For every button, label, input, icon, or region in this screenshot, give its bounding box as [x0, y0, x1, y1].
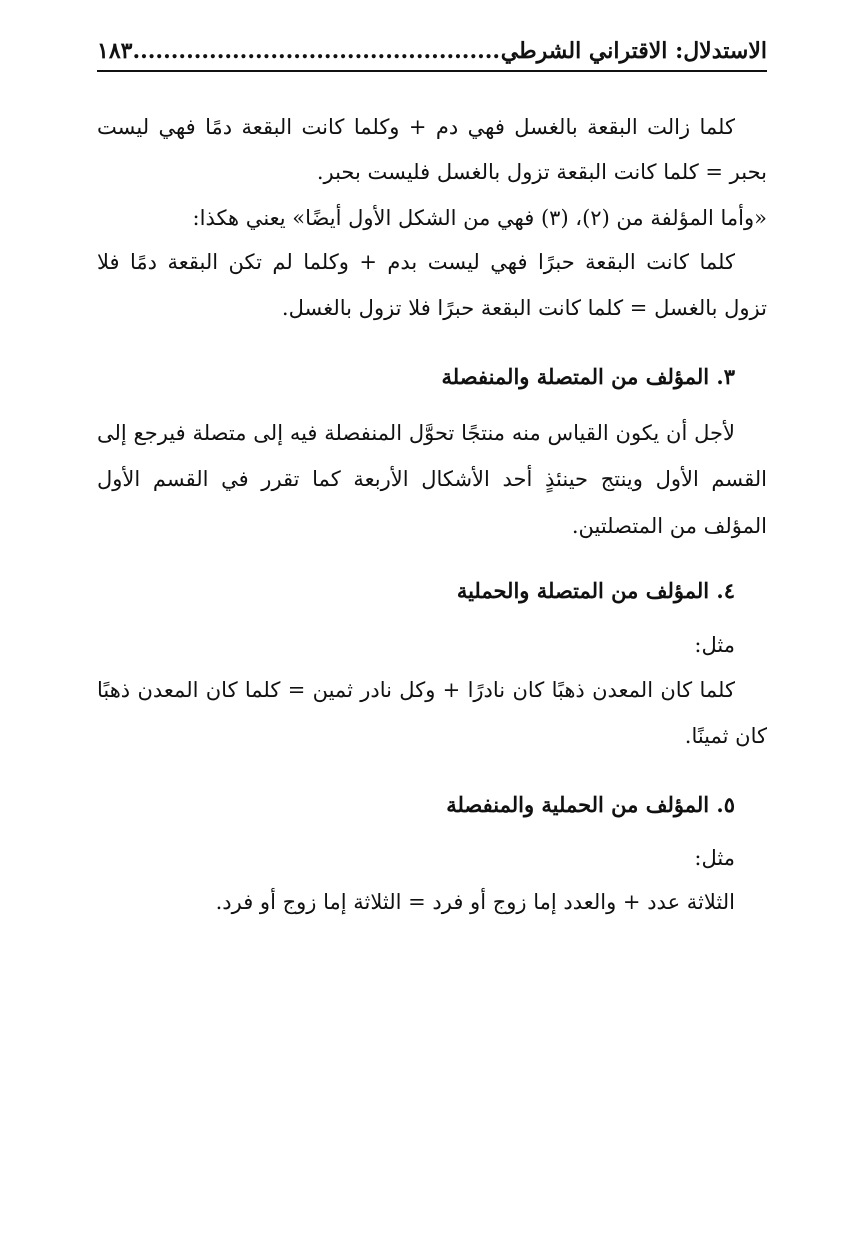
paragraph-4-line-1: لأجل أن يكون القياس منه منتجًا تحوَّل المنفصلة فيه إلى متصلة فيرجع إلى	[97, 421, 735, 445]
section-heading-3: ٣. المؤلف من المتصلة والمنفصلة	[441, 364, 735, 389]
paragraph-4-line-3: المؤلف من المتصلتين.	[571, 514, 767, 538]
running-header	[97, 30, 767, 72]
example-label-5: مثل:	[694, 846, 735, 870]
header-title: الاستدلال: الاقتراني الشرطي	[500, 38, 767, 64]
paragraph-4-line-2: القسم الأول وينتج حينئذٍ أحد الأشكال الأربعة كما تقرر في القسم الأول	[97, 467, 767, 491]
paragraph-5-line-2: كان ثمينًا.	[684, 724, 767, 748]
paragraph-6-line-1: الثلاثة عدد + والعدد إما زوج أو فرد = الثلاثة إما زوج أو فرد.	[215, 890, 735, 914]
paragraph-3-line-1: كلما كانت البقعة حبرًا فهي ليست بدم + وكلما لم تكن البقعة دمًا فلا	[97, 250, 735, 274]
paragraph-1-line-1: كلما زالت البقعة بالغسل فهي دم + وكلما كانت البقعة دمًا فهي ليست	[97, 115, 735, 139]
section-heading-5: ٥. المؤلف من الحملية والمنفصلة	[446, 792, 735, 817]
paragraph-5-line-1: كلما كان المعدن ذهبًا كان نادرًا + وكل نادر ثمين = كلما كان المعدن ذهبًا	[97, 678, 735, 702]
page-number: ................................................١٨٣	[97, 38, 501, 64]
section-heading-4: ٤. المؤلف من المتصلة والحملية	[456, 578, 735, 603]
example-label-4: مثل:	[694, 633, 735, 657]
paragraph-1-line-2: بحبر = كلما كانت البقعة تزول بالغسل فليست بحبر.	[316, 160, 767, 184]
paragraph-2-line-1: «وأما المؤلفة من (٢)، (٣) فهي من الشكل الأول أيضًا» يعني هكذا:	[192, 206, 767, 230]
paragraph-3-line-2: تزول بالغسل = كلما كانت البقعة حبرًا فلا تزول بالغسل.	[281, 296, 767, 320]
